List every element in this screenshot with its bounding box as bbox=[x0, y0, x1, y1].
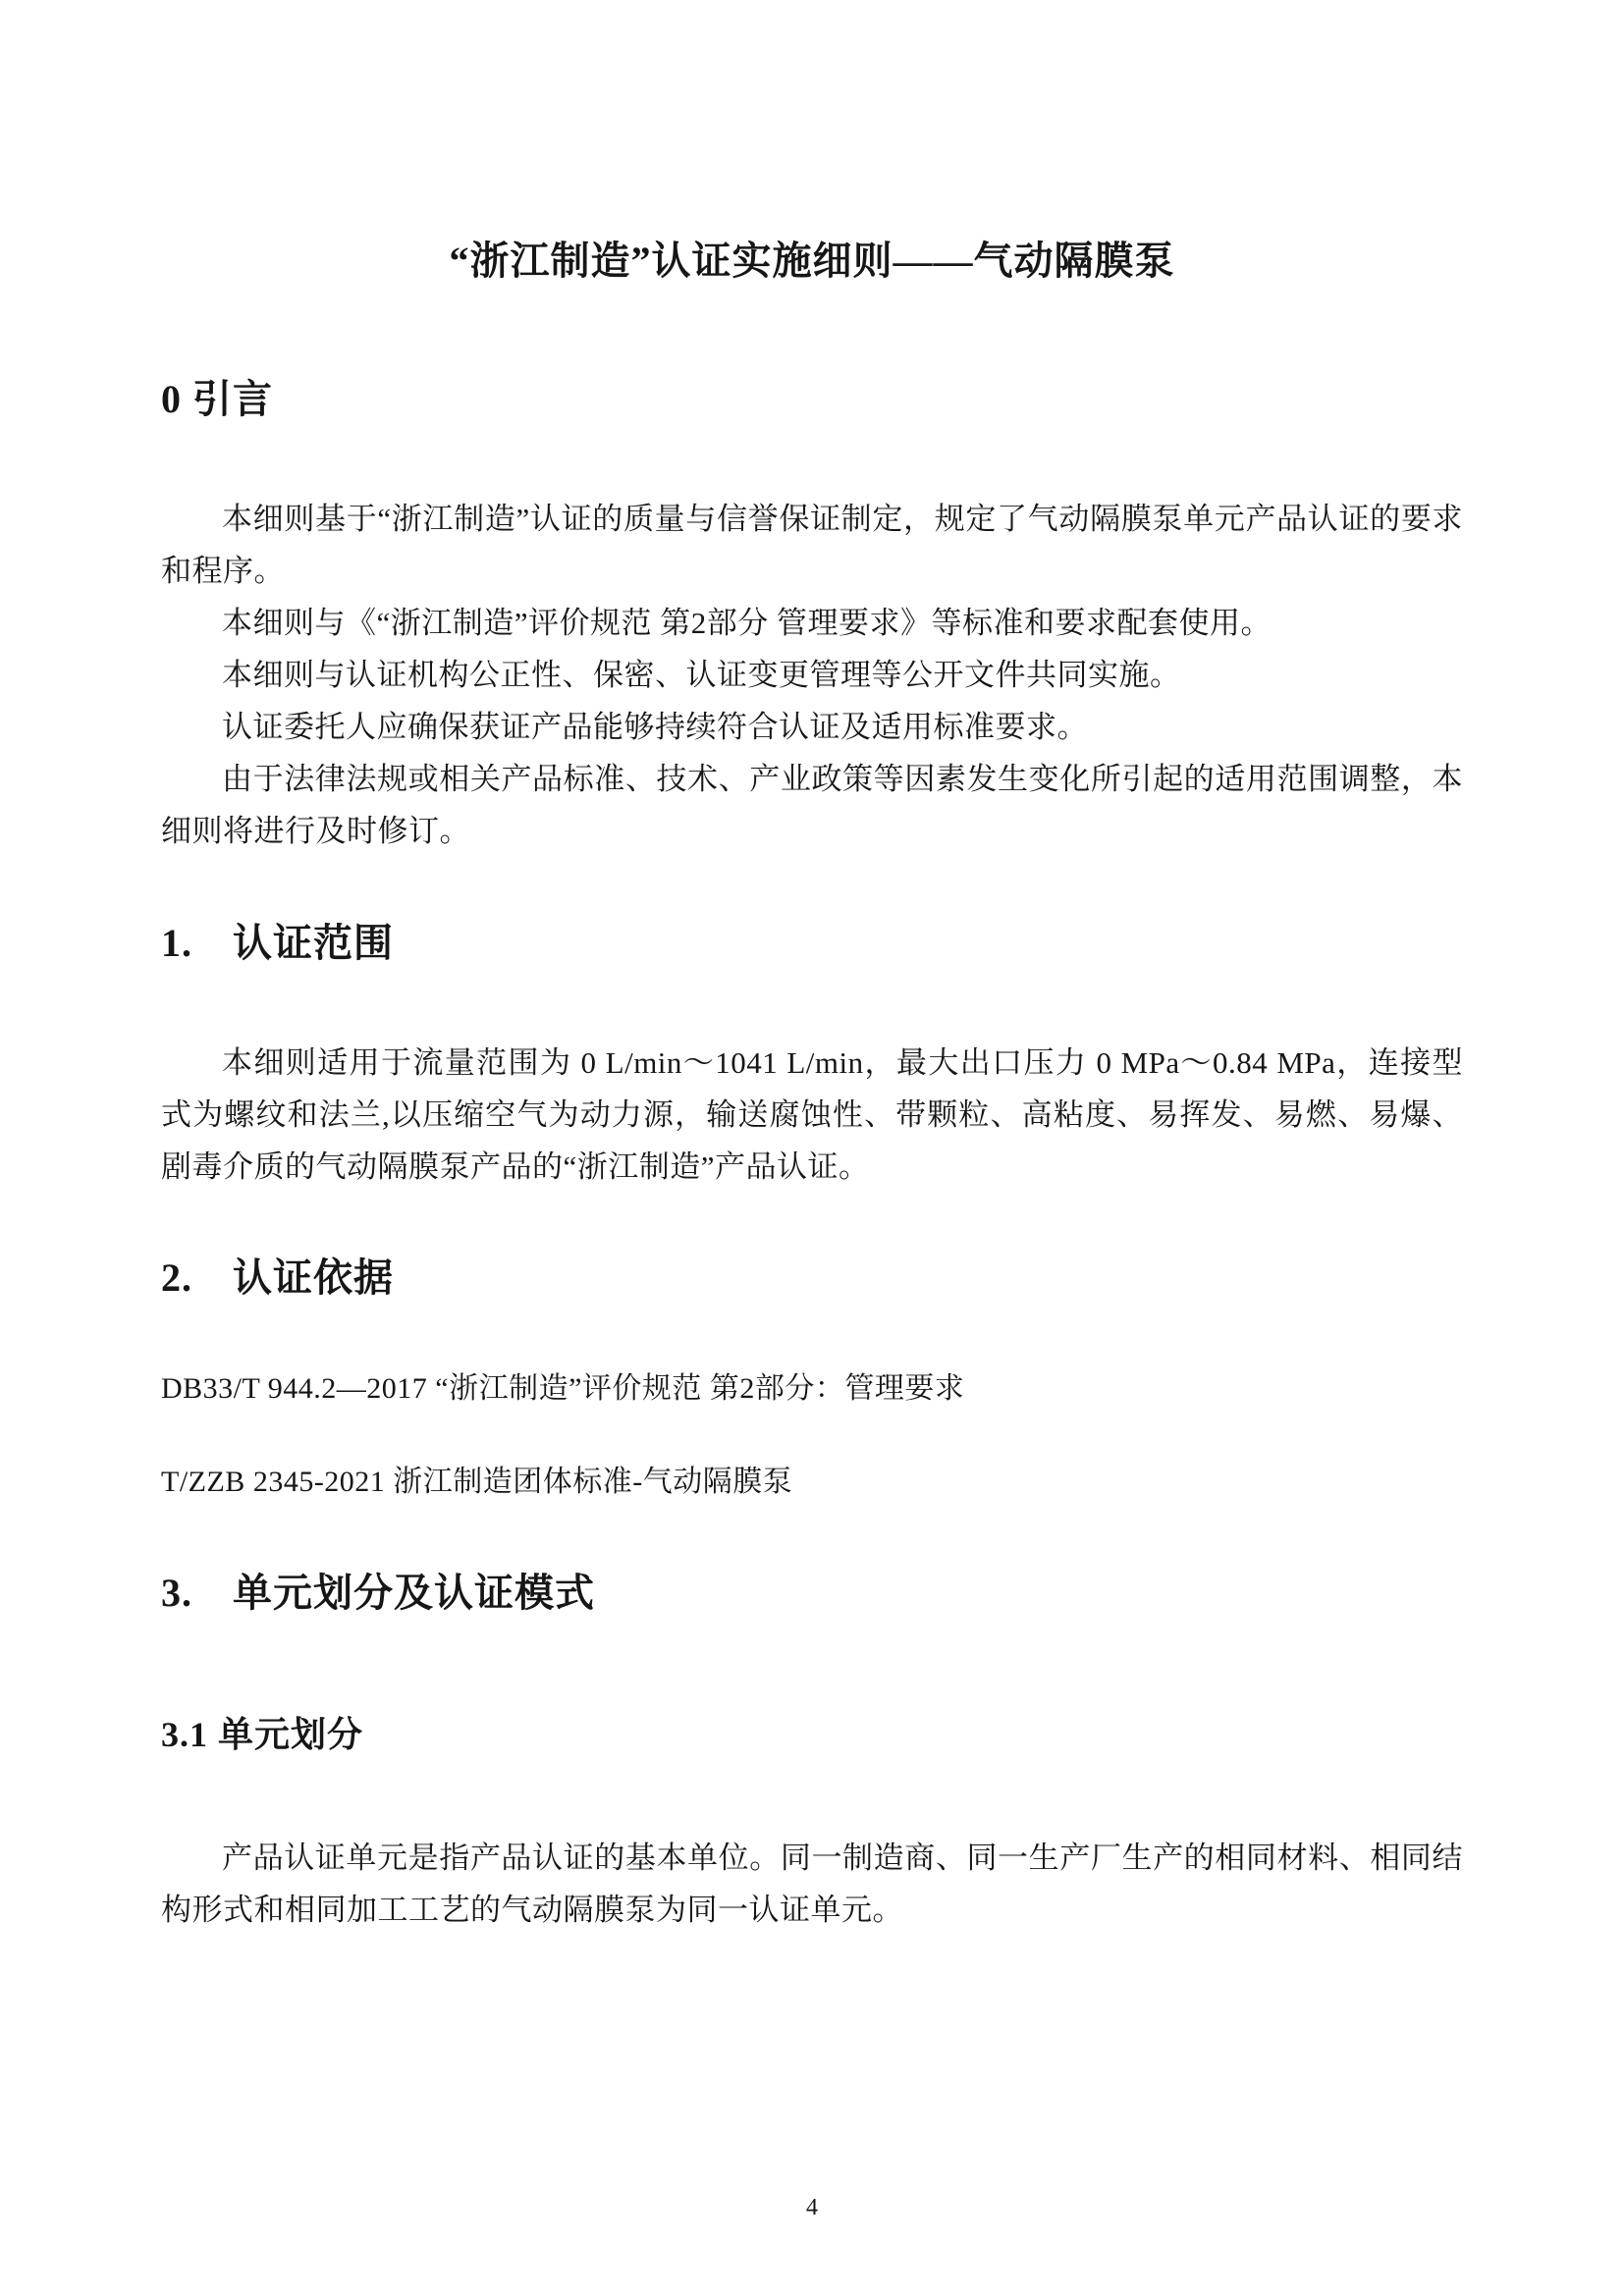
intro-paragraph-5: 由于法律法规或相关产品标准、技术、产业政策等因素发生变化所引起的适用范围调整，本细则将进行及时修订。 bbox=[161, 762, 1463, 848]
intro-paragraph-2: 本细则与《“浙江制造”评价规范 第2部分 管理要求》等标准和要求配套使用。 bbox=[222, 606, 1272, 640]
subsection-unit-division-heading: 3.1 单元划分 bbox=[161, 1715, 364, 1754]
scope-paragraph: 本细则适用于流量范围为 0 L/min～1041 L/min，最大出口压力 0 MPa～0.84 MPa，连接型式为螺纹和法兰,以压缩空气为动力源，输送腐蚀性、带颗粒、高粘度、易挥发、易燃、易爆、剧毒介质的气动隔膜泵产品的“浙江制造”产品认证。 bbox=[161, 1045, 1463, 1184]
intro-paragraph-1: 本细则基于“浙江制造”认证的质量与信誉保证制定，规定了气动隔膜泵单元产品认证的要求和程序。 bbox=[161, 502, 1463, 588]
basis-reference-2: T/ZZB 2345-2021 浙江制造团体标准-气动隔膜泵 bbox=[161, 1466, 793, 1498]
unit-division-paragraph: 产品认证单元是指产品认证的基本单位。同一制造商、同一生产厂生产的相同材料、相同结构形式和相同加工工艺的气动隔膜泵为同一认证单元。 bbox=[161, 1841, 1463, 1928]
page-number: 4 bbox=[806, 2195, 818, 2220]
intro-paragraph-3: 本细则与认证机构公正性、保密、认证变更管理等公开文件共同实施。 bbox=[222, 658, 1181, 692]
basis-reference-1: DB33/T 944.2—2017 “浙江制造”评价规范 第2部分：管理要求 bbox=[161, 1372, 965, 1405]
section-intro-heading: 0 引言 bbox=[161, 377, 273, 421]
intro-paragraph-4: 认证委托人应确保获证产品能够持续符合认证及适用标准要求。 bbox=[222, 710, 1088, 744]
section-scope-heading: 1. 认证范围 bbox=[161, 921, 394, 965]
section-unit-heading: 3. 单元划分及认证模式 bbox=[161, 1571, 595, 1615]
document-title: “浙江制造”认证实施细则——气动隔膜泵 bbox=[449, 239, 1175, 283]
section-basis-heading: 2. 认证依据 bbox=[161, 1255, 394, 1300]
